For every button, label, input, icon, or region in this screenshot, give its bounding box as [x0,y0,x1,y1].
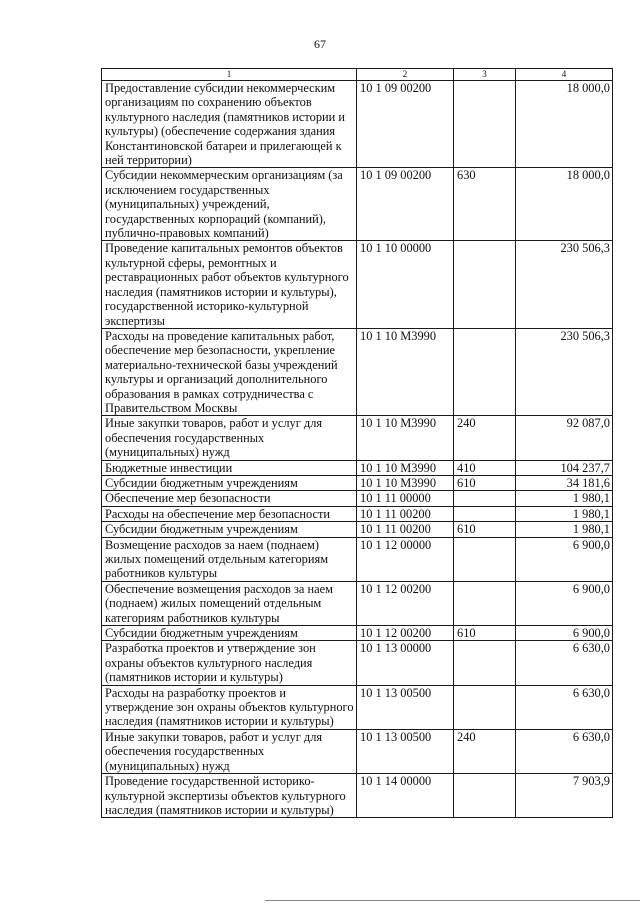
column-header-name: 1 [102,69,357,81]
row-amount: 230 506,3 [516,328,613,415]
row-name: Расходы на обеспечение мер безопасности [102,506,357,521]
row-name: Бюджетные инвестиции [102,460,357,475]
row-name: Субсидии бюджетным учреждениям [102,522,357,537]
column-header-vr: 3 [454,69,516,81]
row-amount: 92 087,0 [516,416,613,460]
table-row [102,537,613,581]
row-code: 10 1 10 М3990 [357,328,454,415]
row-vr: 630 [454,168,516,241]
row-code: 10 1 14 00000 [357,774,454,818]
table-row [102,626,613,641]
row-name: Возмещение расходов за наем (поднаем) жилых помещений отдельным категориям работников культуры [102,537,357,581]
table-row [102,491,613,506]
row-name: Иные закупки товаров, работ и услуг для обеспечения государственных (муниципальных) нужд [102,416,357,460]
table-row [102,81,613,168]
budget-table [101,68,613,818]
row-vr [454,641,516,685]
row-code: 10 1 13 00000 [357,641,454,685]
table-row [102,641,613,685]
table-row [102,774,613,818]
table-row [102,522,613,537]
row-code: 10 1 11 00200 [357,522,454,537]
row-code: 10 1 10 М3990 [357,416,454,460]
column-header-code: 2 [357,69,454,81]
row-vr: 610 [454,522,516,537]
row-code: 10 1 09 00200 [357,168,454,241]
row-amount: 18 000,0 [516,168,613,241]
row-code: 10 1 12 00200 [357,626,454,641]
table-row [102,328,613,415]
row-amount: 34 181,6 [516,475,613,490]
row-vr [454,581,516,625]
row-amount: 18 000,0 [516,81,613,168]
row-amount: 104 237,7 [516,460,613,475]
row-vr: 410 [454,460,516,475]
row-name: Субсидии некоммерческим организациям (за исключением государственных (муниципальных) учреждений, государственных корпораций (компаний), публично-правовых компаний) [102,168,357,241]
row-name: Иные закупки товаров, работ и услуг для обеспечения государственных (муниципальных) нужд [102,729,357,773]
row-amount: 6 630,0 [516,729,613,773]
table-row [102,416,613,460]
table-header-row [102,69,613,81]
table-row [102,460,613,475]
row-name: Обеспечение возмещения расходов за наем (поднаем) жилых помещений отдельным категориям работников культуры [102,581,357,625]
row-vr [454,506,516,521]
row-name: Проведение капитальных ремонтов объектов культурной сферы, ремонтных и реставрационных работ объектов культурного наследия (памятников истории и культуры), государственной историко-культурной экспертизы [102,241,357,328]
row-code: 10 1 10 М3990 [357,460,454,475]
row-vr [454,328,516,415]
column-header-amount: 4 [516,69,613,81]
row-amount: 1 980,1 [516,491,613,506]
table-row [102,475,613,490]
row-vr [454,774,516,818]
row-code: 10 1 12 00000 [357,537,454,581]
row-vr: 610 [454,626,516,641]
table-row [102,506,613,521]
row-code: 10 1 11 00000 [357,491,454,506]
scan-edge-line [265,900,640,901]
row-vr [454,241,516,328]
row-amount: 230 506,3 [516,241,613,328]
row-code: 10 1 11 00200 [357,506,454,521]
row-vr [454,537,516,581]
row-vr: 240 [454,729,516,773]
table-row [102,581,613,625]
row-name: Расходы на проведение капитальных работ, обеспечение мер безопасности, укрепление материально-технической базы учреждений культуры и организаций дополнительного образования в рамках сотрудничества с Правительством Москвы [102,328,357,415]
row-vr: 240 [454,416,516,460]
row-vr: 610 [454,475,516,490]
row-vr [454,685,516,729]
table-row [102,241,613,328]
row-code: 10 1 10 М3990 [357,475,454,490]
row-name: Разработка проектов и утверждение зон охраны объектов культурного наследия (памятников истории и культуры) [102,641,357,685]
row-code: 10 1 13 00500 [357,729,454,773]
row-amount: 6 900,0 [516,626,613,641]
row-amount: 6 630,0 [516,641,613,685]
row-name: Проведение государственной историко-культурной экспертизы объектов культурного наследия (памятников истории и культуры) [102,774,357,818]
row-code: 10 1 12 00200 [357,581,454,625]
row-code: 10 1 10 00000 [357,241,454,328]
row-amount: 6 900,0 [516,537,613,581]
row-name: Обеспечение мер безопасности [102,491,357,506]
row-vr [454,81,516,168]
row-code: 10 1 09 00200 [357,81,454,168]
row-vr [454,491,516,506]
table-row [102,168,613,241]
row-name: Субсидии бюджетным учреждениям [102,475,357,490]
row-amount: 1 980,1 [516,506,613,521]
row-code: 10 1 13 00500 [357,685,454,729]
row-amount: 1 980,1 [516,522,613,537]
row-amount: 7 903,9 [516,774,613,818]
row-name: Субсидии бюджетным учреждениям [102,626,357,641]
row-name: Предоставление субсидии некоммерческим организациям по сохранению объектов культурного наследия (памятников истории и культуры) (обеспечение содержания здания Константиновской батареи и прилегающей к ней территории) [102,81,357,168]
row-amount: 6 900,0 [516,581,613,625]
table-row [102,729,613,773]
row-name: Расходы на разработку проектов и утверждение зон охраны объектов культурного наследия (памятников истории и культуры) [102,685,357,729]
table-row [102,685,613,729]
page-number: 67 [314,37,326,51]
row-amount: 6 630,0 [516,685,613,729]
